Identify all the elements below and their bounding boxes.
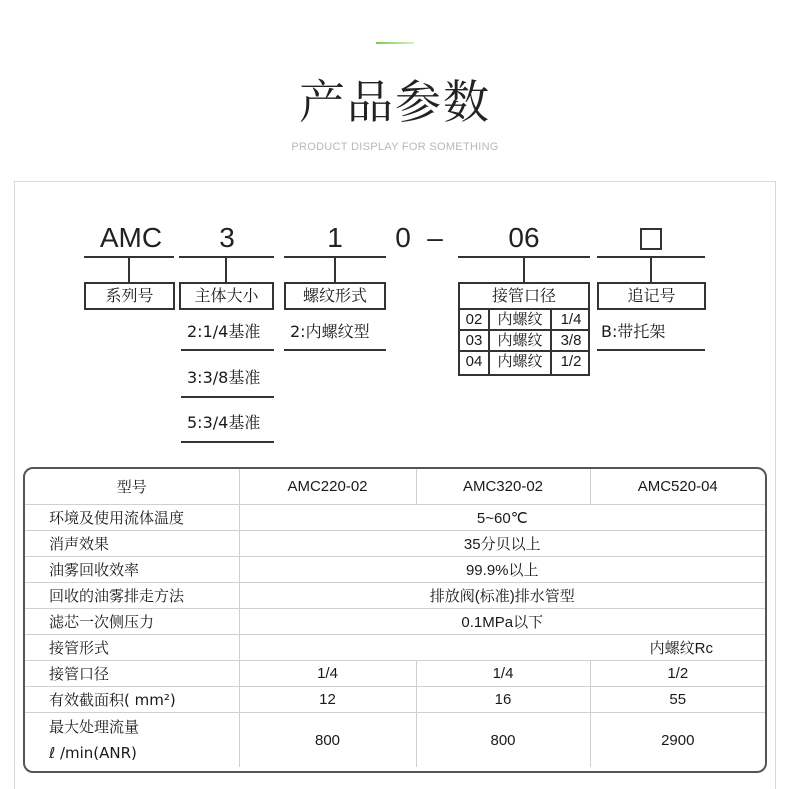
spec-row xyxy=(25,583,765,609)
code-dash: – xyxy=(427,222,443,253)
port-size-table xyxy=(458,310,590,376)
spec-row-value: 内螺纹Rc xyxy=(239,635,765,661)
spec-row-value: 99.9%以上 xyxy=(239,557,765,583)
label-suffix: 追记号 xyxy=(597,282,706,310)
spec-header-model: 型号 xyxy=(25,469,239,505)
spec-row xyxy=(25,687,765,713)
spec-header-col: AMC520-04 xyxy=(590,469,765,505)
label-series: 系列号 xyxy=(84,282,175,310)
spec-row xyxy=(25,635,765,661)
frame-right-line xyxy=(775,181,776,789)
spec-row-value: 1/4 xyxy=(239,661,416,687)
spec-row-label: 有效截面积( mm²) xyxy=(25,687,239,713)
port-size-connector xyxy=(523,257,525,283)
port-code: 02 xyxy=(460,310,490,331)
code-thread-form: 1 xyxy=(327,222,343,253)
port-size: 1/2 xyxy=(560,353,582,370)
suffix-option: B:带托架 xyxy=(601,322,666,341)
spec-row-value: 12 xyxy=(239,687,416,713)
spec-row xyxy=(25,505,765,531)
spec-row-value: 35分贝以上 xyxy=(239,531,765,557)
page-title: 产品参数 xyxy=(299,75,491,129)
spec-row-value: 800 xyxy=(416,713,590,768)
title-accent-bar xyxy=(376,42,414,44)
code-fixed-zero: 0 xyxy=(395,222,411,253)
body-size-connector xyxy=(225,257,227,283)
body-size-option-divider xyxy=(181,396,274,398)
body-size-option-divider xyxy=(181,349,274,351)
spec-row xyxy=(25,609,765,635)
suffix-connector xyxy=(650,257,652,283)
code-suffix-placeholder-box xyxy=(640,228,662,250)
port-code: 04 xyxy=(460,352,490,374)
port-size: 1/4 xyxy=(552,310,590,331)
spec-row-label: 滤芯一次侧压力 xyxy=(25,609,239,635)
spec-row-label: 回收的油雾排走方法 xyxy=(25,583,239,609)
spec-row-value: 0.1MPa以下 xyxy=(239,609,765,635)
spec-row-label xyxy=(25,713,239,768)
label-port-size: 接管口径 xyxy=(458,282,590,310)
spec-header-col: AMC320-02 xyxy=(416,469,590,505)
spec-row-label: 油雾回收效率 xyxy=(25,557,239,583)
spec-row-value: 1/4 xyxy=(416,661,590,687)
thread-form-option: 2:内螺纹型 xyxy=(290,322,370,341)
spec-row-value: 1/2 xyxy=(590,661,765,687)
code-port-size: 06 xyxy=(508,222,540,253)
page-subtitle: PRODUCT DISPLAY FOR SOMETHING xyxy=(291,141,499,153)
spec-header-row xyxy=(25,469,765,505)
spec-header-col: AMC220-02 xyxy=(239,469,416,505)
spec-row-value: 排放阀(标准)排水管型 xyxy=(239,583,765,609)
port-code: 03 xyxy=(460,331,490,352)
port-type: 内螺纹 xyxy=(490,352,552,374)
code-body-size: 3 xyxy=(219,222,235,253)
frame-top-line xyxy=(14,181,776,182)
spec-row-label: 接管形式 xyxy=(25,635,239,661)
spec-row xyxy=(25,661,765,687)
spec-table-container xyxy=(23,467,767,773)
frame-left-line xyxy=(14,181,15,789)
body-size-option: 5:3/4基准 xyxy=(187,413,261,432)
spec-row xyxy=(25,557,765,583)
spec-row-label: 环境及使用流体温度 xyxy=(25,505,239,531)
spec-row-label: 接管口径 xyxy=(25,661,239,687)
spec-row xyxy=(25,713,765,768)
spec-row-label-line: ℓ /min(ANR) xyxy=(49,744,137,762)
suffix-option-divider xyxy=(597,349,705,351)
series-connector xyxy=(128,257,130,283)
port-type: 内螺纹 xyxy=(490,331,552,352)
code-series: AMC xyxy=(99,222,163,253)
spec-row-label: 消声效果 xyxy=(25,531,239,557)
spec-row-value: 800 xyxy=(239,713,416,768)
port-type: 内螺纹 xyxy=(490,310,552,331)
spec-row xyxy=(25,531,765,557)
spec-row-value: 2900 xyxy=(590,713,765,768)
spec-table xyxy=(25,469,765,767)
spec-row-value: 16 xyxy=(416,687,590,713)
thread-form-option-divider xyxy=(284,349,386,351)
spec-row-value: 5~60℃ xyxy=(239,505,765,531)
spec-row-value: 55 xyxy=(590,687,765,713)
label-thread-form: 螺纹形式 xyxy=(284,282,386,310)
spec-row-label-line: 最大处理流量 xyxy=(49,718,140,736)
body-size-option: 2:1/4基准 xyxy=(187,322,261,341)
port-size: 3/8 xyxy=(552,331,590,352)
body-size-option: 3:3/8基准 xyxy=(187,368,261,387)
thread-form-connector xyxy=(334,257,336,283)
body-size-option-divider xyxy=(181,441,274,443)
label-body-size: 主体大小 xyxy=(179,282,274,310)
